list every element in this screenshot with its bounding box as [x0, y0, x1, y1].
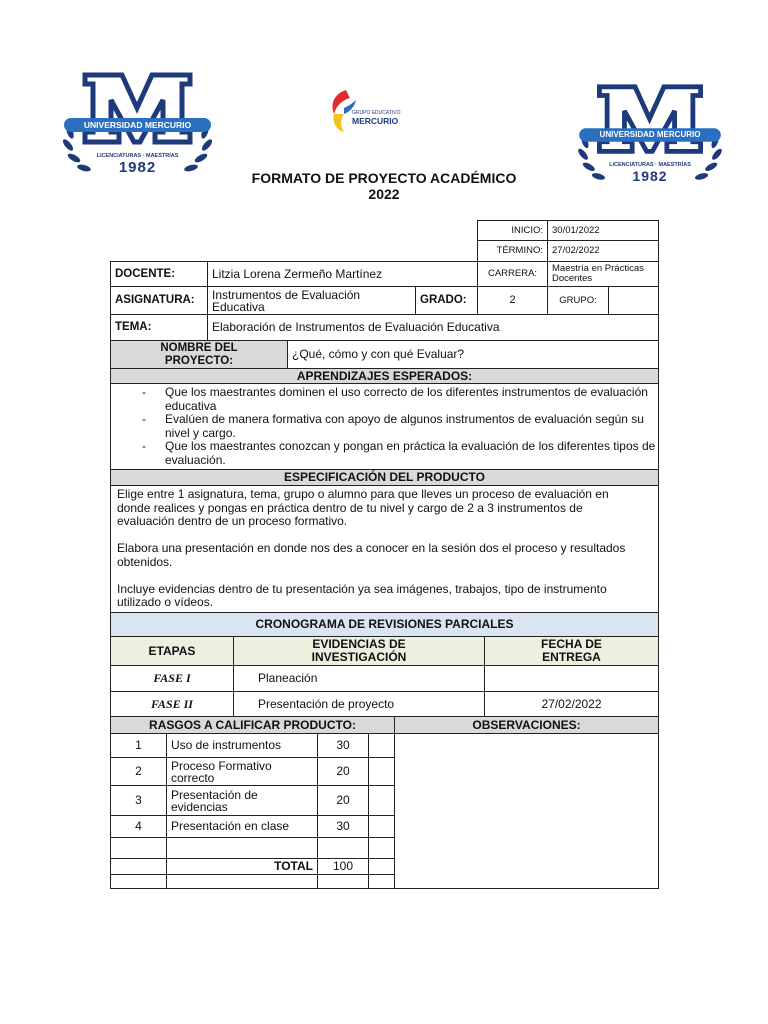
- rasgo-empty-name: [166, 837, 318, 859]
- rasgo-empty-pts: [317, 837, 369, 859]
- col-fecha: [484, 636, 659, 666]
- fase-2-label: [110, 691, 234, 717]
- inicio-value-text: 30/01/2022: [552, 224, 600, 236]
- fase-1-text: FASE I: [153, 671, 191, 686]
- col-fecha-text: FECHA DE ENTREGA: [541, 637, 602, 664]
- rasgo-3-pts-text: 20: [336, 793, 350, 808]
- inicio-label: [477, 220, 548, 241]
- logo-grupo-line2: MERCURIO: [352, 116, 399, 126]
- aprendizaje-item: [111, 413, 658, 440]
- carrera-label: [477, 261, 548, 287]
- aprendizaje-text: Evalúen de manera formativa con apoyo de algunos instrumentos de evaluación según su nivel y cargo.: [165, 412, 644, 440]
- rasgos-heading: [110, 716, 395, 734]
- rasgo-4-pts-text: 30: [336, 819, 350, 834]
- carrera-value-text: Maestría en Prácticas Docentes: [552, 263, 644, 284]
- aprendizajes-heading: [110, 368, 659, 384]
- fase-1-evidencia: [233, 665, 485, 692]
- especificacion-heading-text: ESPECIFICACIÓN DEL PRODUCTO: [284, 470, 485, 485]
- aprendizajes-list: [111, 386, 658, 467]
- rasgo-1-name: [166, 733, 318, 758]
- asignatura-value-text: Instrumentos de Evaluación Educativa: [212, 287, 361, 314]
- asignatura-label-text: ASIGNATURA:: [115, 294, 195, 307]
- proyecto-value-text: ¿Qué, cómo y con qué Evaluar?: [292, 347, 465, 362]
- rasgo-1-pts-text: 30: [336, 738, 350, 753]
- aprendizaje-text: Que los maestrantes conozcan y pongan en práctica la evaluación de los diferentes tipos de evaluación.: [165, 439, 656, 467]
- docente-label-text: DOCENTE:: [115, 267, 176, 280]
- total-value: [317, 858, 369, 875]
- fase-2-fecha-text: 27/02/2022: [541, 696, 602, 711]
- aprendizajes-heading-text: APRENDIZAJES ESPERADOS:: [296, 368, 473, 383]
- carrera-label-text: CARRERA:: [487, 268, 538, 280]
- especificacion-body: [110, 485, 659, 613]
- inicio-label-text: INICIO:: [511, 224, 543, 236]
- rasgo-3-pts: [317, 785, 369, 816]
- fase-2-evidencia-text: Presentación de proyecto: [258, 696, 395, 711]
- grado-label: [415, 286, 478, 315]
- aprendizaje-text: Que los maestrantes dominen el uso correcto de los diferentes instrumentos de evaluación educativa: [165, 385, 648, 413]
- fase-1-fecha: [484, 665, 659, 692]
- tema-value: [207, 314, 659, 341]
- total-blank: [368, 858, 395, 875]
- rasgo-empty-blank: [368, 837, 395, 859]
- proyecto-value: [287, 340, 659, 369]
- rasgo-2-n-text: 2: [135, 764, 142, 779]
- total-n-cell: [110, 858, 167, 875]
- asignatura-label: [110, 286, 208, 315]
- rasgo-3-name-text: Presentación de evidencias: [171, 787, 258, 814]
- fase-2-evidencia: [233, 691, 485, 717]
- last-row-pts: [317, 874, 369, 889]
- rasgo-2-pts-text: 20: [336, 764, 350, 779]
- rasgos-heading-text: RASGOS A CALIFICAR PRODUCTO:: [149, 717, 356, 732]
- dash-marker: -: [142, 439, 146, 453]
- rasgo-empty-n: [110, 837, 167, 859]
- cronograma-heading: [110, 612, 659, 637]
- aprendizajes-list-box: [110, 383, 659, 470]
- proyecto-label: [110, 340, 288, 369]
- logo-year: 1982: [118, 159, 157, 176]
- rasgo-4-pts: [317, 815, 369, 838]
- aprendizaje-item: [111, 440, 658, 467]
- rasgo-1-n-text: 1: [135, 738, 142, 753]
- dash-marker: -: [142, 385, 146, 399]
- termino-label: [477, 240, 548, 262]
- col-etapas: [110, 636, 234, 666]
- logo-band-text: UNIVERSIDAD MERCURIO: [83, 120, 192, 130]
- fase-2-fecha: [484, 691, 659, 717]
- document-title: FORMATO DE PROYECTO ACADÉMICO: [251, 170, 517, 186]
- cronograma-heading-text: CRONOGRAMA DE REVISIONES PARCIALES: [255, 617, 514, 632]
- tema-label: [110, 314, 208, 341]
- rasgo-4-name: [166, 815, 318, 838]
- especificacion-paragraph-1: Elige entre 1 asignatura, tema, grupo o alumno para que lleves un proceso de evaluación en donde realices y pongas en práctica dentro de tu nivel y cargo de 2 a 3 instrumentos de evaluación dentro de un proceso formativo.: [117, 487, 609, 528]
- logo-grupo-line1: GRUPO EDUCATIVO: [352, 110, 401, 116]
- termino-label-text: TÉRMINO:: [496, 245, 543, 257]
- col-evidencias-text: EVIDENCIAS DE INVESTIGACIÓN: [311, 637, 407, 664]
- grado-value-text: 2: [509, 293, 516, 306]
- document-year: 2022: [368, 186, 400, 202]
- grupo-label-text: GRUPO:: [559, 294, 597, 306]
- rasgo-2-name-text: Proceso Formativo correcto: [171, 758, 272, 785]
- grado-value: [477, 286, 548, 315]
- logo-band-text: UNIVERSIDAD MERCURIO: [599, 130, 701, 139]
- logo-grupo-educativo: [328, 88, 408, 138]
- especificacion-heading: [110, 469, 659, 486]
- observaciones-heading-text: OBSERVACIONES:: [472, 717, 581, 732]
- rasgo-4-blank: [368, 815, 395, 838]
- inicio-value: [547, 220, 659, 241]
- rasgo-2-name: [166, 757, 318, 786]
- total-label: [166, 858, 318, 875]
- fase-1-label: [110, 665, 234, 692]
- asignatura-value: [207, 286, 416, 315]
- rasgo-3-blank: [368, 785, 395, 816]
- observaciones-heading: [394, 716, 659, 734]
- rasgo-3-name: [166, 785, 318, 816]
- rasgo-2-n: [110, 757, 167, 786]
- last-row-name: [166, 874, 318, 889]
- total-label-text: TOTAL: [274, 859, 313, 874]
- logo-sub-text: LICENCIATURAS · MAESTRÍAS: [609, 162, 691, 168]
- logo-universidad-right: [575, 82, 725, 188]
- docente-value: [207, 261, 478, 287]
- rasgo-3-n-text: 3: [135, 793, 142, 808]
- grupo-label: [547, 286, 609, 315]
- rasgo-4-n: [110, 815, 167, 838]
- rasgo-4-n-text: 4: [135, 819, 142, 834]
- rasgo-1-blank: [368, 733, 395, 758]
- carrera-value: [547, 261, 659, 287]
- termino-value-text: 27/02/2022: [552, 245, 600, 257]
- especificacion-paragraph-2: Elabora una presentación en donde nos des a conocer en la sesión dos el proceso y resultados obtenidos.: [117, 541, 626, 569]
- last-row-n: [110, 874, 167, 889]
- logo-universidad-left: [60, 70, 215, 180]
- rasgo-1-pts: [317, 733, 369, 758]
- grado-label-text: GRADO:: [420, 294, 467, 307]
- aprendizaje-item: [111, 386, 658, 413]
- fase-2-text: FASE II: [151, 696, 193, 711]
- proyecto-label-text: NOMBRE DEL PROYECTO:: [160, 341, 238, 367]
- grupo-value: [608, 286, 659, 315]
- docente-label: [110, 261, 208, 287]
- rasgo-3-n: [110, 785, 167, 816]
- last-row-blank: [368, 874, 395, 889]
- rasgo-1-n: [110, 733, 167, 758]
- docente-value-text: Litzia Lorena Zermeño Martínez: [212, 266, 383, 281]
- logo-sub-text: LICENCIATURAS · MAESTRÍAS: [96, 153, 179, 159]
- especificacion-paragraph-3: Incluye evidencias dentro de tu presentación ya sea imágenes, trabajos, tipo de instrumento utilizado o vídeos.: [117, 581, 607, 609]
- rasgo-4-name-text: Presentación en clase: [171, 819, 290, 834]
- fase-1-evidencia-text: Planeación: [258, 671, 318, 686]
- col-etapas-text: ETAPAS: [148, 643, 196, 658]
- col-evidencias: [233, 636, 485, 666]
- termino-value: [547, 240, 659, 262]
- rasgo-2-blank: [368, 757, 395, 786]
- dash-marker: -: [142, 412, 146, 426]
- total-value-text: 100: [332, 859, 354, 874]
- logo-year: 1982: [632, 168, 668, 184]
- rasgo-1-name-text: Uso de instrumentos: [171, 738, 282, 753]
- tema-label-text: TEMA:: [115, 321, 152, 334]
- observaciones-box: [394, 733, 659, 889]
- tema-value-text: Elaboración de Instrumentos de Evaluación Educativa: [212, 320, 500, 335]
- rasgo-2-pts: [317, 757, 369, 786]
